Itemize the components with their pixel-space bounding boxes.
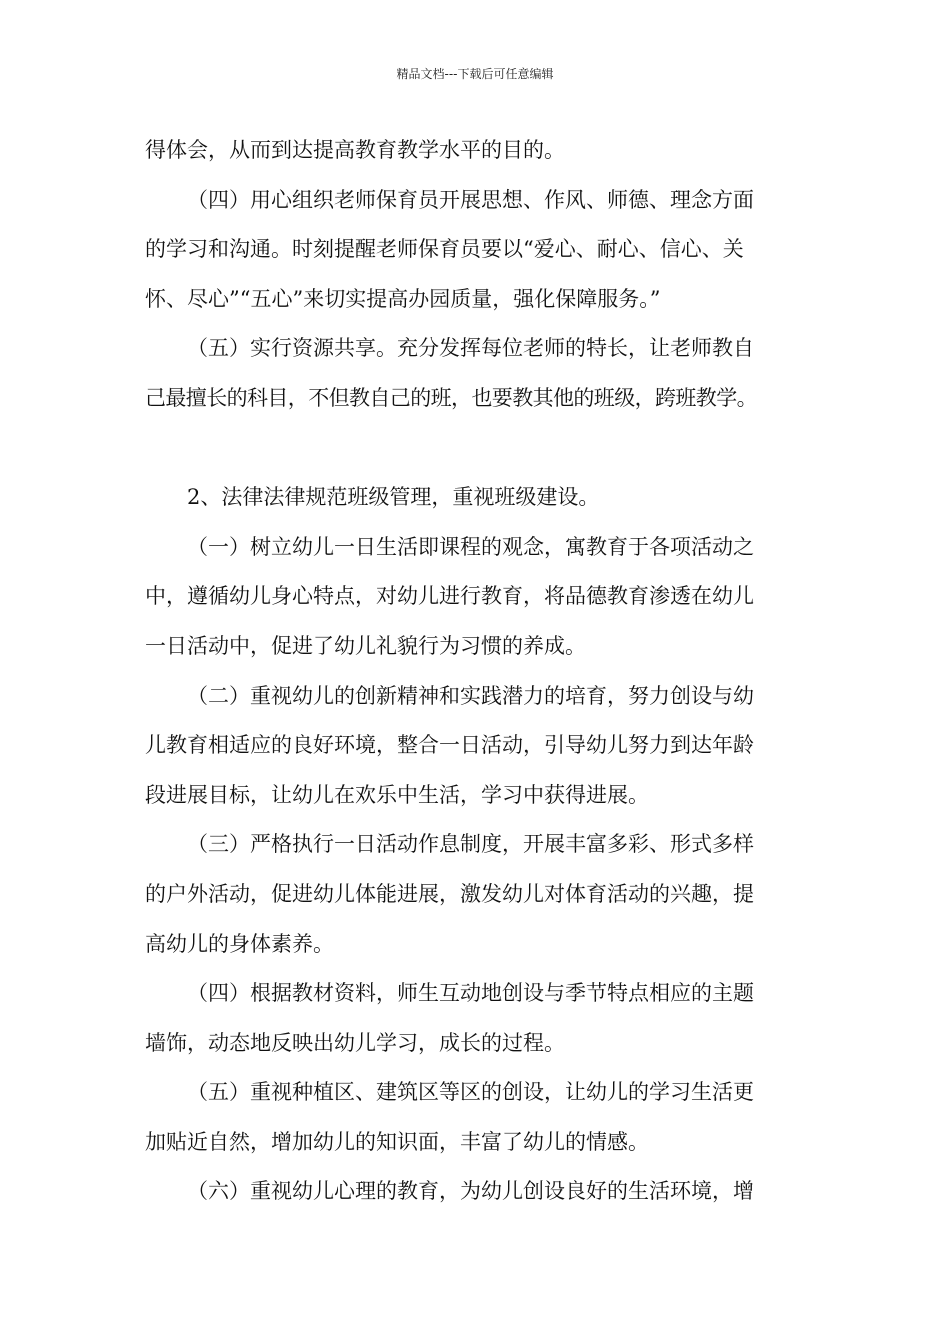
paragraph-start: （四）用心组织老师保育员开展思想、作风、师德、理念方面 bbox=[187, 187, 754, 212]
paragraph-start: （五）重视种植区、建筑区等区的创设，让幼儿的学习生活更 bbox=[187, 1080, 754, 1105]
text-line: 墙饰，动态地反映出幼儿学习，成长的过程。 bbox=[145, 1030, 565, 1055]
text-line: 的学习和沟通。时刻提醒老师保育员要以“爱心、耐心、信心、关 bbox=[145, 237, 744, 262]
text-line: 得体会，从而到达提高教育教学水平的目的。 bbox=[145, 138, 565, 162]
text-line: 怀、尽心”“五心”来切实提高办园质量，强化保障服务。” bbox=[145, 286, 661, 311]
blank-line bbox=[145, 424, 825, 474]
paragraph-start: （二）重视幼儿的创新精神和实践潜力的培育，努力创设与幼 bbox=[187, 683, 754, 708]
paragraph-start: （五）实行资源共享。充分发挥每位老师的特长，让老师教自 bbox=[187, 336, 754, 361]
paragraph-start: （三）严格执行一日活动作息制度，开展丰富多彩、形式多样 bbox=[187, 832, 754, 857]
text-line: 的户外活动，促进幼儿体能进展，激发幼儿对体育活动的兴趣，提 bbox=[145, 881, 754, 906]
text-line: 中，遵循幼儿身心特点，对幼儿进行教育，将品德教育渗透在幼儿 bbox=[145, 584, 754, 609]
section-heading: 2、法律法律规范班级管理，重视班级建设。 bbox=[187, 485, 600, 510]
paragraph-start: （一）树立幼儿一日生活即课程的观念，寓教育于各项活动之 bbox=[187, 534, 754, 559]
text-line: 加贴近自然，增加幼儿的知识面，丰富了幼儿的情感。 bbox=[145, 1129, 649, 1154]
text-line: 高幼儿的身体素养。 bbox=[145, 931, 334, 956]
paragraph-start: （四）根据教材资料，师生互动地创设与季节特点相应的主题 bbox=[187, 981, 754, 1006]
paragraph-start: （六）重视幼儿心理的教育，为幼儿创设良好的生活环境，增 bbox=[187, 1179, 754, 1204]
text-line: 一日活动中，促进了幼儿礼貌行为习惯的养成。 bbox=[145, 633, 586, 658]
text-line: 己最擅长的科目，不但教自己的班，也要教其他的班级，跨班教学。 bbox=[145, 385, 757, 410]
text-line: 儿教育相适应的良好环境，整合一日活动，引导幼儿努力到达年龄 bbox=[145, 733, 754, 758]
document-body bbox=[145, 126, 825, 1217]
text-line: 段进展目标，让幼儿在欢乐中生活，学习中获得进展。 bbox=[145, 782, 649, 807]
page-header: 精品文档---下载后可任意编辑 bbox=[396, 67, 554, 81]
